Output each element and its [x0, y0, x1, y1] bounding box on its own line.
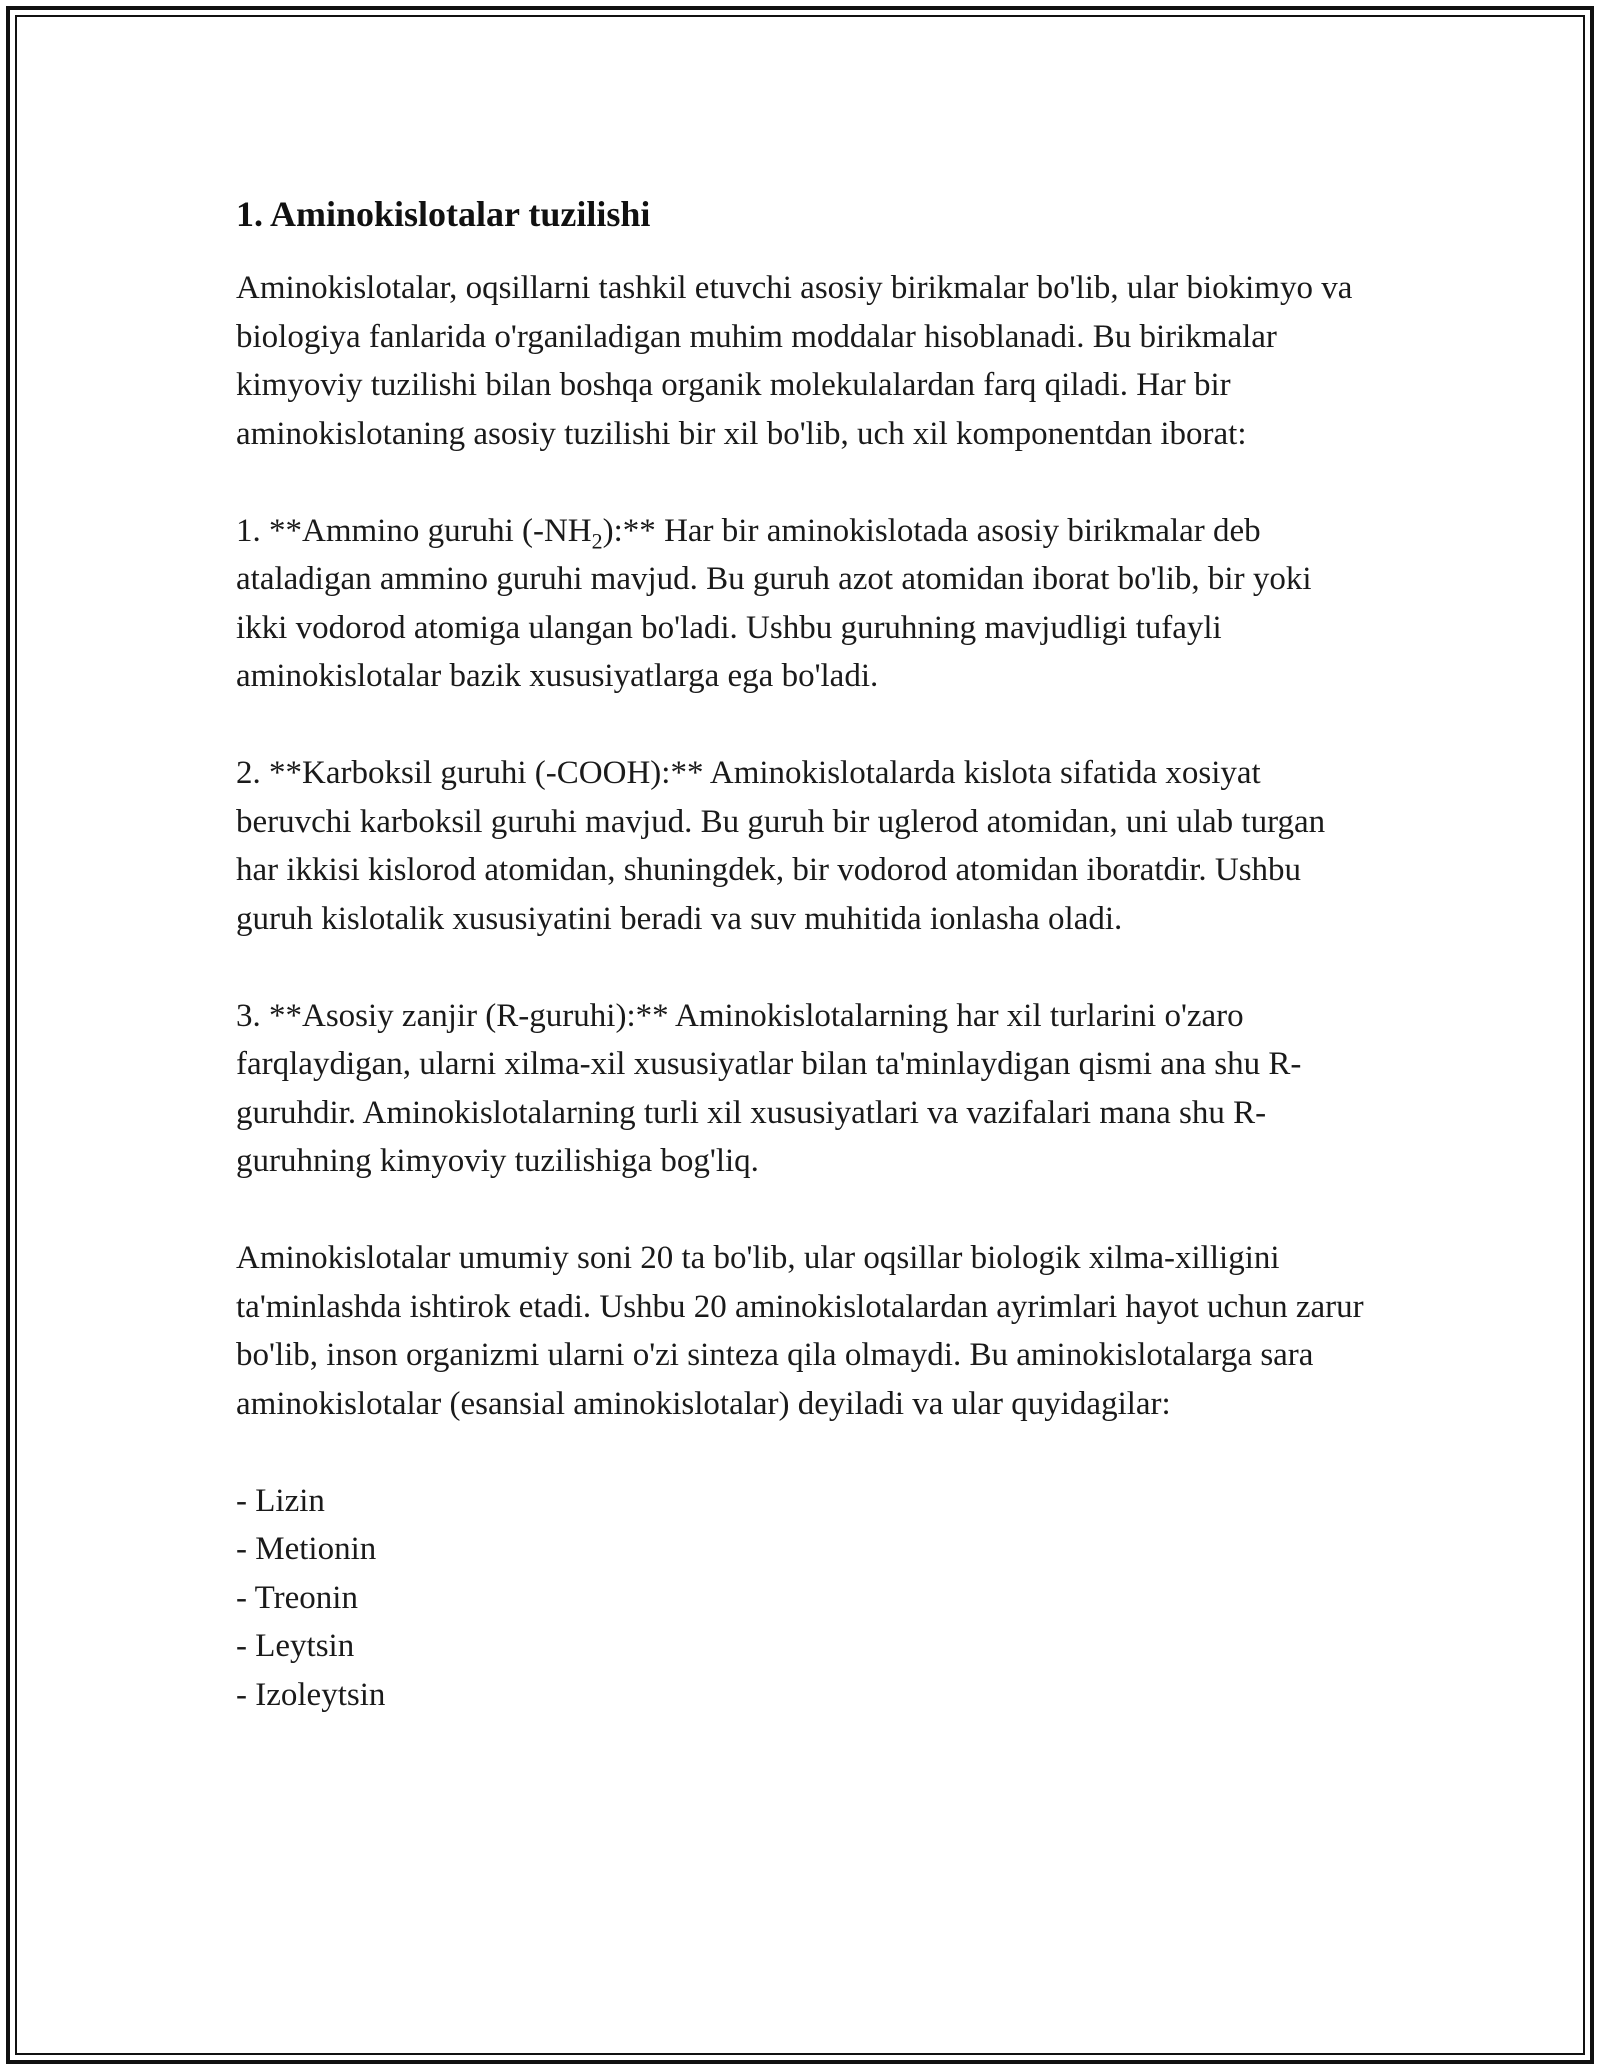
component-text: Aminokislotalarning har xil turlarini o'zaro farqlaydigan, ularni xilma-xil xususiyatlar bilan ta'minlaydigan qismi ana shu R-guruhdir. Aminokislotalarning turli xil xususiyatlari va vazifalari mana shu R-guruhning kimyoviy tuzilishiga bog'liq.: [236, 997, 1302, 1179]
intro-paragraph: Aminokislotalar, oqsillarni tashkil etuvchi asosiy birikmalar bo'lib, ular biokimyo va biologiya fanlarida o'rganiladigan muhim moddalar hisoblanadi. Bu birikmalar kimyoviy tuzilishi bilan boshqa organik molekulalardan farq qiladi. Har bir aminokislotaning asosiy tuzilishi bir xil bo'lib, uch xil komponentdan iborat:: [236, 270, 1353, 452]
component-label: 2. **Karboksil guruhi (-COOH):**: [236, 755, 704, 791]
component-r-group: [236, 992, 1366, 1186]
summary-paragraph: Aminokislotalar umumiy soni 20 ta bo'lib, ular oqsillar biologik xilma-xilligini ta'minlashda ishtirok etadi. Ushbu 20 aminokislotalardan ayrimlari hayot uchun zarur bo'lib, inson organizmi ularni o'zi sinteza qila olmaydi. Bu aminokislotalarga sara aminokislotalar (esansial aminokislotalar) deyiladi va ular quyidagilar:: [236, 1240, 1364, 1422]
component-amino-group: [236, 507, 1366, 701]
list-item: - Lizin: [236, 1482, 325, 1519]
list-item: - Leytsin: [236, 1628, 355, 1664]
list-item: - Izoleytsin: [236, 1676, 386, 1713]
component-label: 3. **Asosiy zanjir (R-guruhi):**: [236, 997, 669, 1034]
list-item: - Treonin: [236, 1579, 358, 1616]
component-label: 1. **Ammino guruhi (-NH: [236, 512, 592, 549]
component-text: Aminokislotalarda kislota sifatida xosiyat beruvchi karboksil guruhi mavjud. Bu guruh bir uglerod atomidan, uni ulab turgan har ikkisi kislorod atomidan, shuningdek, bir vodorod atomidan iboratdir. Ushbu guruh kislotalik xususiyatini beradi va suv muhitida ionlasha oladi.: [236, 755, 1326, 937]
component-label-end: ):**: [602, 512, 656, 549]
section-heading: 1. Aminokislotalar tuzilishi: [236, 194, 651, 234]
list-item: - Metionin: [236, 1531, 377, 1567]
component-text: Har bir aminokislotada asosiy birikmalar deb ataladigan ammino guruhi mavjud. Bu guruh azot atomidan iborat bo'lib, bir yoki ikki vodorod atomiga ulangan bo'ladi. Ushbu guruhning mavjudligi tufayli aminokislotalar bazik xususiyatlarga ega bo'ladi.: [236, 512, 1312, 694]
component-carboxyl-group: [236, 749, 1366, 943]
document-body: [236, 186, 1366, 1719]
subscript: 2: [591, 528, 603, 554]
essential-amino-acid-list: [236, 1477, 1366, 1720]
